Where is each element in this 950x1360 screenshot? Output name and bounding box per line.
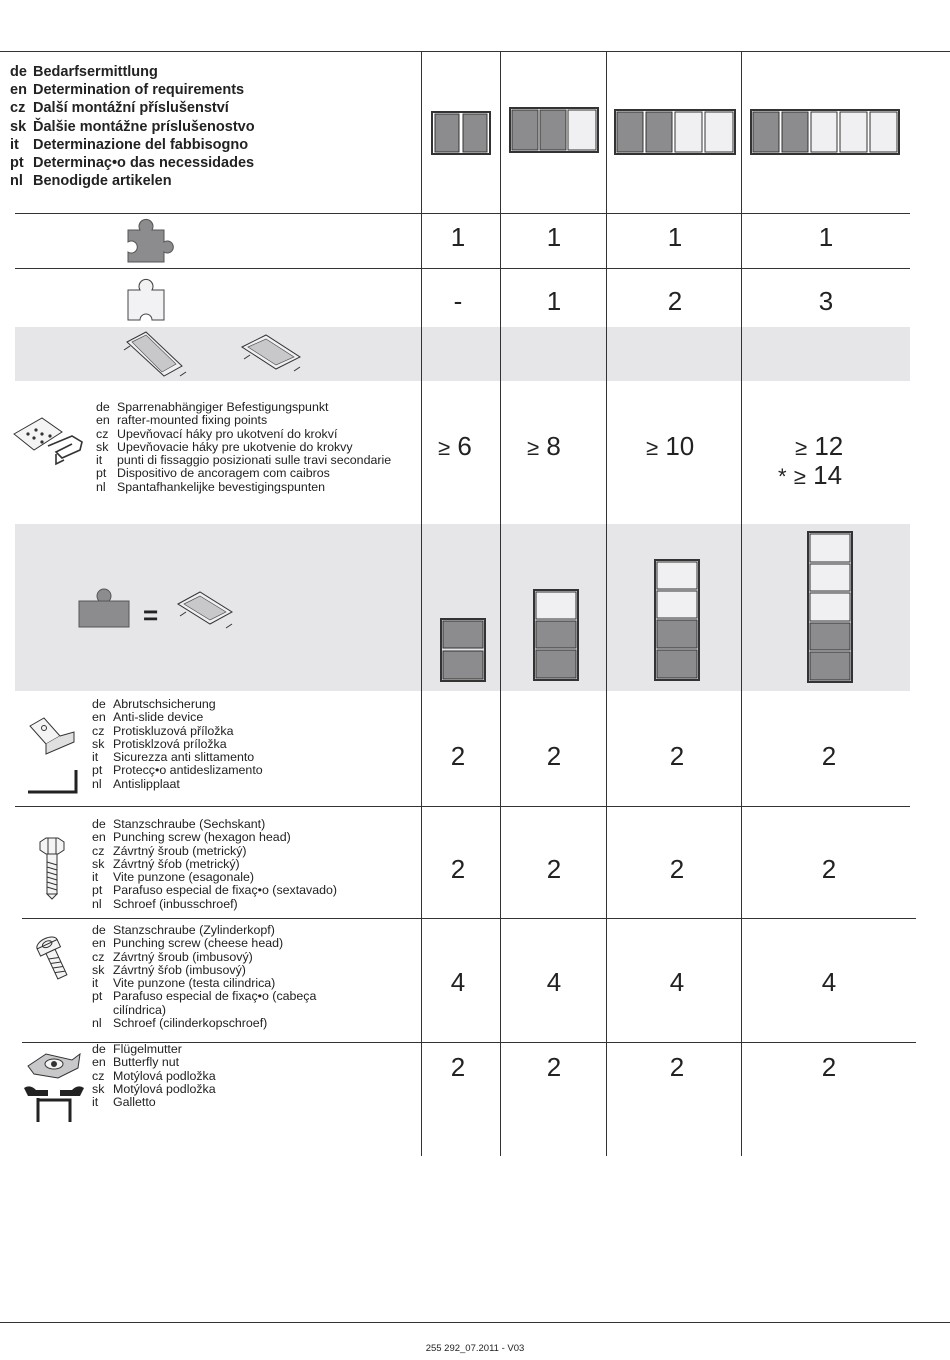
collector-layout-3-icon <box>509 106 601 152</box>
butterfly-nut-icon <box>22 1044 86 1124</box>
collector-stack-4-icon <box>654 559 700 681</box>
qty-hex-screw-col1: 2 <box>450 854 466 884</box>
document-reference: 255 292_07.2011 - V03 <box>425 1343 525 1354</box>
collector-layout-5-icon <box>750 108 902 154</box>
cheese-screw-labels: de Stanzschraube (Zylinderkopf) en Punching screw (cheese head) cz Závrtný šroub (imbusový) sk Závrtný šŕob (imbusový) it Vite punzone (testa cilindrica) pt Parafuso especial de fixaç•o (cabeça cilíndrica) nl Schroef (cilinderkopschroef) <box>92 923 317 1031</box>
puzzle-piece-outline-icon <box>126 276 168 322</box>
rafter-hook-icon <box>12 414 88 466</box>
row-divider <box>22 918 916 919</box>
asterisk-marker: * <box>778 464 787 489</box>
qty-puzzle-outline-col1: - <box>453 286 463 316</box>
collector-landscape-legend-icon <box>176 590 236 634</box>
qty-fixing-col1: ≥ 6 <box>438 431 472 461</box>
top-rule <box>0 51 950 52</box>
qty-butterfly-nut-col2: 2 <box>546 1052 562 1082</box>
fixing-points-labels: de Sparrenabhängiger Befestigungspunkt en rafter-mounted fixing points cz Upevňovací háky pro ukotvení do krokví sk Upevňovacie háky pre ukotvenie do krokvy it punti di fissaggio posizionati sulle travi secondarie pt Dispositivo de ancoragem com caibros nl Spantafhankelijke bevestigingspunten <box>96 400 392 494</box>
qty-hex-screw-col4: 2 <box>821 854 837 884</box>
column-divider <box>500 51 501 1156</box>
column-divider <box>741 51 742 1156</box>
qty-fixing-col4: ≥ 12 <box>795 431 844 461</box>
qty-anti-slide-col1: 2 <box>450 741 466 771</box>
qty-cheese-screw-col2: 4 <box>546 967 562 997</box>
qty-cheese-screw-col4: 4 <box>821 967 837 997</box>
collector-stack-3-icon <box>533 589 579 681</box>
bottom-rule <box>0 1322 950 1323</box>
collector-layout-4-icon <box>614 108 738 154</box>
row-divider <box>15 213 910 214</box>
qty-butterfly-nut-col1: 2 <box>450 1052 466 1082</box>
qty-puzzle-full-col4: 1 <box>818 222 834 252</box>
collector-layout-2-icon <box>431 108 493 154</box>
puzzle-piece-full-icon <box>126 216 168 264</box>
qty-puzzle-full-col2: 1 <box>546 222 562 252</box>
equals-sign: = <box>143 600 159 630</box>
qty-puzzle-full-col1: 1 <box>450 222 466 252</box>
qty-puzzle-outline-col3: 2 <box>667 286 683 316</box>
qty-fixing-col3: ≥ 10 <box>646 431 695 461</box>
butterfly-nut-labels: de Flügelmutter en Butterfly nut cz Motýlová podložka sk Motýlová podložka it Galletto <box>92 1042 216 1110</box>
cheese-head-screw-icon <box>34 934 74 986</box>
hex-screw-labels: de Stanzschraube (Sechskant) en Punching screw (hexagon head) cz Závrtný šroub (metrický) sk Závrtný šŕob (metrický) it Vite punzone (esagonale) pt Parafuso especial de fixaç•o (sextavado) nl Schroef (inbusschroef) <box>92 817 338 911</box>
header-title-block: de Bedarfsermittlung en Determination of requirements cz Další montážní příslušenství sk Ďalšie montážne príslušenostvo it Determinazione del fabbisogno pt Determinaç•o das necessidades nl Benodigde artikelen <box>10 64 255 190</box>
qty-anti-slide-col2: 2 <box>546 741 562 771</box>
qty-cheese-screw-col3: 4 <box>669 967 685 997</box>
qty-puzzle-outline-col4: 3 <box>818 286 834 316</box>
collector-portrait-tilted-icon <box>124 330 188 380</box>
qty-puzzle-full-col3: 1 <box>667 222 683 252</box>
qty-fixing-col2: ≥ 8 <box>527 431 561 461</box>
collector-landscape-tilted-icon <box>240 333 306 379</box>
qty-butterfly-nut-col3: 2 <box>669 1052 685 1082</box>
hex-head-screw-icon <box>38 836 66 900</box>
qty-anti-slide-col4: 2 <box>821 741 837 771</box>
qty-hex-screw-col3: 2 <box>669 854 685 884</box>
qty-puzzle-outline-col2: 1 <box>546 286 562 316</box>
qty-hex-screw-col2: 2 <box>546 854 562 884</box>
row-divider <box>15 806 910 807</box>
qty-anti-slide-col3: 2 <box>669 741 685 771</box>
qty-fixing-col4-alternative: * ≥ 14 <box>778 460 843 490</box>
puzzle-piece-legend-icon <box>78 588 130 628</box>
row-divider <box>15 268 910 269</box>
anti-slide-device-icon <box>24 712 82 796</box>
qty-butterfly-nut-col4: 2 <box>821 1052 837 1082</box>
anti-slide-labels: de Abrutschsicherung en Anti-slide device cz Protiskluzová příložka sk Protisklzová príložka it Sicurezza anti slittamento pt Protecç•o antideslizamento nl Antislipplaat <box>92 697 263 791</box>
collector-stack-2-icon <box>440 618 486 682</box>
column-divider <box>606 51 607 1156</box>
collector-stack-5-icon <box>807 531 853 683</box>
qty-cheese-screw-col1: 4 <box>450 967 466 997</box>
